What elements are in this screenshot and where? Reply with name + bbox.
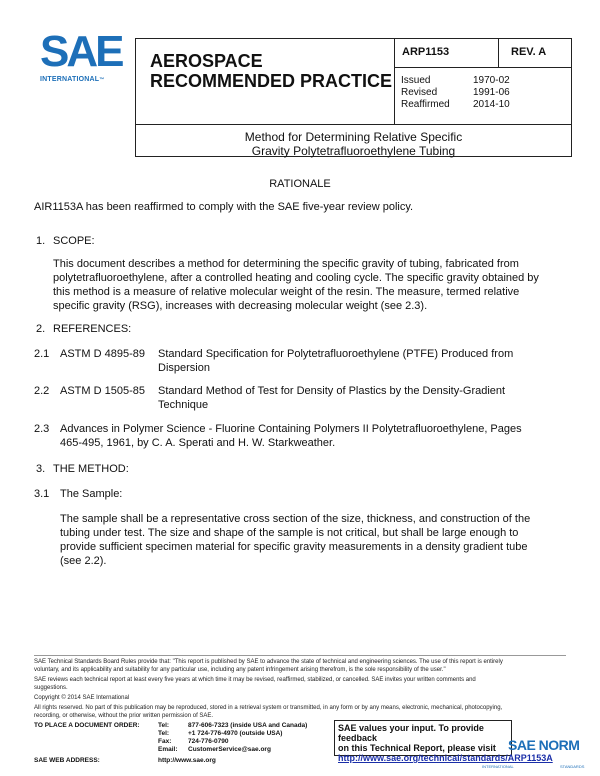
sample-line: The sample shall be a representative cross section of the size, thickness, and construction of the <box>60 513 531 525</box>
reference-citation <box>60 422 565 450</box>
notice-line: recording, or otherwise, without the prior written permission of SAE. <box>34 713 214 719</box>
contact-label: Fax: <box>158 738 172 745</box>
sample-line: provide sufficient specimen material for specific gravity measurements in a density gradient tube <box>60 541 528 553</box>
section-number: 2. <box>36 323 46 335</box>
order-label: TO PLACE A DOCUMENT ORDER: <box>34 722 140 729</box>
rationale-heading: RATIONALE <box>269 178 331 190</box>
board-rules-notice <box>34 658 566 674</box>
scope-paragraph <box>53 257 563 313</box>
contact-label: Email: <box>158 746 178 753</box>
reference-citation-line: Advances in Polymer Science - Fluorine Containing Polymers II Polytetrafluoroethylene, Pages <box>60 423 522 435</box>
document-title-line1: Method for Determining Relative Specific <box>244 130 463 144</box>
notice-line: SAE Technical Standards Board Rules provide that: "This report is published by SAE to advance the state of technical and engineering sciences. The use of this report is entirely <box>34 659 503 665</box>
scope-heading: SCOPE: <box>53 235 95 247</box>
sample-heading: The Sample: <box>60 488 123 500</box>
document-type-line2: RECOMMENDED PRACTICE <box>150 71 393 91</box>
footer-divider <box>34 655 566 656</box>
norm-logo-sub: STANDARDS <box>560 764 585 769</box>
document-title <box>136 130 571 158</box>
reference-title-line: Standard Specification for Polytetrafluoroethylene (PTFE) Produced from <box>158 348 514 360</box>
reference-citation-line: 465-495, 1961, by C. A. Sperati and H. W. Starkweather. <box>60 437 336 449</box>
contact-value: 724-776-0790 <box>188 738 229 745</box>
revision-label: REV. A <box>511 46 547 58</box>
date-value: 1970-02 <box>473 75 510 86</box>
reference-title <box>158 347 568 375</box>
document-title-line2: Gravity Polytetrafluoroethylene Tubing <box>251 144 456 158</box>
contact-value: +1 724-776-4970 (outside USA) <box>188 730 283 737</box>
sample-paragraph <box>60 512 565 568</box>
scope-line: this method is a measure of relative molecular weight of the resin. The measure, termed relative <box>53 286 520 298</box>
references-heading: REFERENCES: <box>53 323 132 335</box>
copyright: Copyright © 2014 SAE International <box>34 695 130 701</box>
date-label: Issued <box>401 75 431 86</box>
section-number: 1. <box>36 235 46 247</box>
notice-line: suggestions. <box>34 685 68 691</box>
reference-number: 2.2 <box>34 385 50 397</box>
document-header <box>135 38 572 157</box>
contact-label: Tel: <box>158 722 170 729</box>
web-address-link[interactable]: http://www.sae.org <box>158 757 216 764</box>
method-heading: THE METHOD: <box>53 463 129 475</box>
feedback-link[interactable]: http://www.sae.org/technical/standards/ARP1153A <box>338 753 553 763</box>
document-number: ARP1153 <box>402 46 450 58</box>
scope-line: specific gravity (RSG), increases with decreasing molecular weight (see 2.3). <box>53 300 428 312</box>
date-value: 2014-10 <box>473 99 510 110</box>
contact-label: Tel: <box>158 730 170 737</box>
sae-logo-subtitle: INTERNATIONAL™ <box>40 76 105 83</box>
contact-list <box>158 722 307 754</box>
reference-number: 2.3 <box>34 423 50 435</box>
feedback-text: SAE values your input. To provide feedback <box>338 723 484 743</box>
reference-number: 2.1 <box>34 348 50 360</box>
feedback-text: on this Technical Report, please visit <box>338 743 496 753</box>
document-type-line1: AEROSPACE <box>150 51 263 71</box>
date-label: Revised <box>401 87 438 98</box>
contact-value: 877-606-7323 (inside USA and Canada) <box>188 722 308 729</box>
review-notice <box>34 676 566 692</box>
scope-line: polytetrafluoroethylene, after a controlled heating and cooling cycle. The specific gravity obtained by <box>53 272 539 284</box>
scope-line: This document describes a method for determining the specific gravity of tubing, fabricated from <box>53 258 519 270</box>
reference-code: ASTM D 4895-89 <box>60 348 145 360</box>
web-label: SAE WEB ADDRESS: <box>34 757 100 764</box>
date-label: Reaffirmed <box>401 99 450 110</box>
sample-line: tubing under test. The size and shape of the sample is not critical, but shall be large enough to <box>60 527 519 539</box>
reference-title <box>158 384 568 412</box>
reference-title-line: Technique <box>158 399 209 411</box>
sample-line: (see 2.2). <box>60 555 107 567</box>
notice-line: voluntary, and its applicability and suitability for any particular use, including any patent infringement arising therefrom, is the sole responsibility of the user." <box>34 667 446 673</box>
contact-email-link[interactable]: CustomerService@sae.org <box>188 746 271 753</box>
rights-notice <box>34 704 566 720</box>
sae-logo: SAE <box>40 27 122 76</box>
sae-norm-logo: SAE NORM <box>508 737 580 753</box>
notice-line: SAE reviews each technical report at least every five years at which time it may be revised, reaffirmed, stabilized, or cancelled. SAE invites your written comments and <box>34 677 476 683</box>
notice-line: All rights reserved. No part of this publication may be reproduced, stored in a retrieval system or transmitted, in any form or by any means, electronic, mechanical, photocopying, <box>34 705 503 711</box>
section-number: 3. <box>36 463 46 475</box>
reference-title-line: Dispersion <box>158 362 210 374</box>
date-history <box>401 75 521 111</box>
reference-title-line: Standard Method of Test for Density of Plastics by the Density-Gradient <box>158 385 506 397</box>
rationale-text: AIR1153A has been reaffirmed to comply with the SAE five-year review policy. <box>34 201 414 213</box>
reference-code: ASTM D 1505-85 <box>60 385 145 397</box>
date-value: 1991-06 <box>473 87 510 98</box>
document-type <box>150 51 392 91</box>
subsection-number: 3.1 <box>34 488 50 500</box>
norm-logo-sub: INTERNATIONAL <box>482 764 514 769</box>
